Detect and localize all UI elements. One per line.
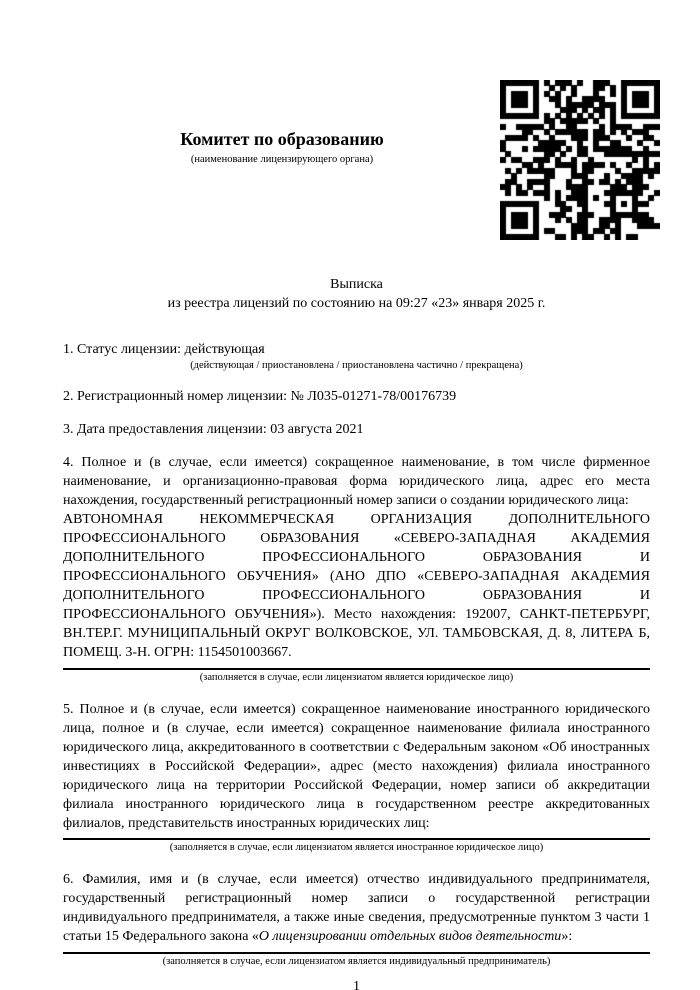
item-1-license-status: 1. Статус лицензии: действующая (63, 342, 265, 357)
licensing-authority-name: Комитет по образованию (180, 129, 384, 149)
document-title-line1: Выписка (330, 277, 383, 292)
document-title-line2: из реестра лицензий по состоянию на 09:27 «23» января 2025 г. (167, 296, 546, 311)
item-4-entity-details: АВТОНОМНАЯ НЕКОММЕРЧЕСКАЯ ОРГАНИЗАЦИЯ ДОПОЛНИТЕЛЬНОГО ПРОФЕССИОНАЛЬНОГО ОБРАЗОВАНИЯ «СЕВЕРО-ЗАПАДНАЯ АКАДЕМИЯ ДОПОЛНИТЕЛЬНОГО ПРОФЕССИОНАЛЬНОГО ОБРАЗОВАНИЯ И ПРОФЕССИОНАЛЬНОГО ОБУЧЕНИЯ» (АНО ДПО «СЕВЕРО-ЗАПАДНАЯ АКАДЕМИЯ ДОПОЛНИТЕЛЬНОГО ПРОФЕССИОНАЛЬНОГО ОБРАЗОВАНИЯ И ПРОФЕССИОНАЛЬНОГО ОБУЧЕНИЯ»). Место нахождения: 192007, САНКТ-ПЕТЕРБУРГ, ВН.ТЕР.Г. МУНИЦИПАЛЬНЫЙ ОКРУГ ВОЛКОВСКОЕ, УЛ. ТАМБОВСКАЯ, Д. 8, ЛИТЕРА Б, ПОМЕЩ. 3-Н. ОГРН: 1154501003667. (63, 512, 650, 660)
fill-in-rule-individual (63, 952, 650, 954)
item-3-grant-date: 3. Дата предоставления лицензии: 03 августа 2021 (63, 422, 364, 437)
fill-in-rule-legal-entity (63, 668, 650, 670)
document-title (63, 275, 650, 313)
licensing-authority-caption: (наименование лицензирующего органа) (190, 154, 374, 165)
item-5-caption: (заполняется в случае, если лицензиатом является иностранное юридическое лицо) (169, 842, 544, 853)
item-5-foreign-entity: 5. Полное и (в случае, если имеется) сокращенное наименование иностранного юридического лица, полное и (в случае, если имеется) сокращенное наименование филиала иностранного юридического лица, аккредитованного в соответствии с Федеральным законом «Об иностранных инвестициях в Российской Федерации», адрес (место нахождения) филиала иностранного юридического лица на территории Российской Федерации, номер записи об аккредитации филиала иностранного юридического лица в государственном реестре аккредитованных филиалов, представительств иностранных юридических лиц: (63, 702, 650, 831)
licensing-authority-header (63, 128, 501, 166)
document-body (63, 275, 650, 990)
qr-code (500, 80, 660, 240)
item-2-registration-number: 2. Регистрационный номер лицензии: № Л035-01271-78/00176739 (63, 389, 457, 404)
item-4-intro: 4. Полное и (в случае, если имеется) сокращенное наименование, в том числе фирменное наименование, и организационно-правовая форма юридического лица, адрес его места нахождения, государственный регистрационный номер записи о создании юридического лица: (63, 455, 650, 508)
item-6-prefix: 6. Фамилия, имя и (в случае, если имеется) отчество индивидуального предпринимателя, государственный регистрационный номер записи о государственной регистрации индивидуального предпринимателя, а также иные сведения, предусмотренные пунктом 3 части 1 статьи 15 Федерального закона « (63, 872, 650, 944)
fill-in-rule-foreign-entity (63, 838, 650, 840)
item-6-suffix: »: (561, 929, 573, 944)
item-6-caption: (заполняется в случае, если лицензиатом является индивидуальный предприниматель) (162, 956, 551, 967)
item-4-legal-entity (63, 453, 650, 662)
item-6-law-title: О лицензировании отдельных видов деятельности (258, 929, 562, 944)
item-6-individual-entrepreneur (63, 870, 650, 946)
item-1-caption: (действующая / приостановлена / приостановлена частично / прекращена) (190, 360, 523, 371)
page-number: 1 (353, 979, 360, 990)
item-4-caption: (заполняется в случае, если лицензиатом является юридическое лицо) (199, 672, 514, 683)
